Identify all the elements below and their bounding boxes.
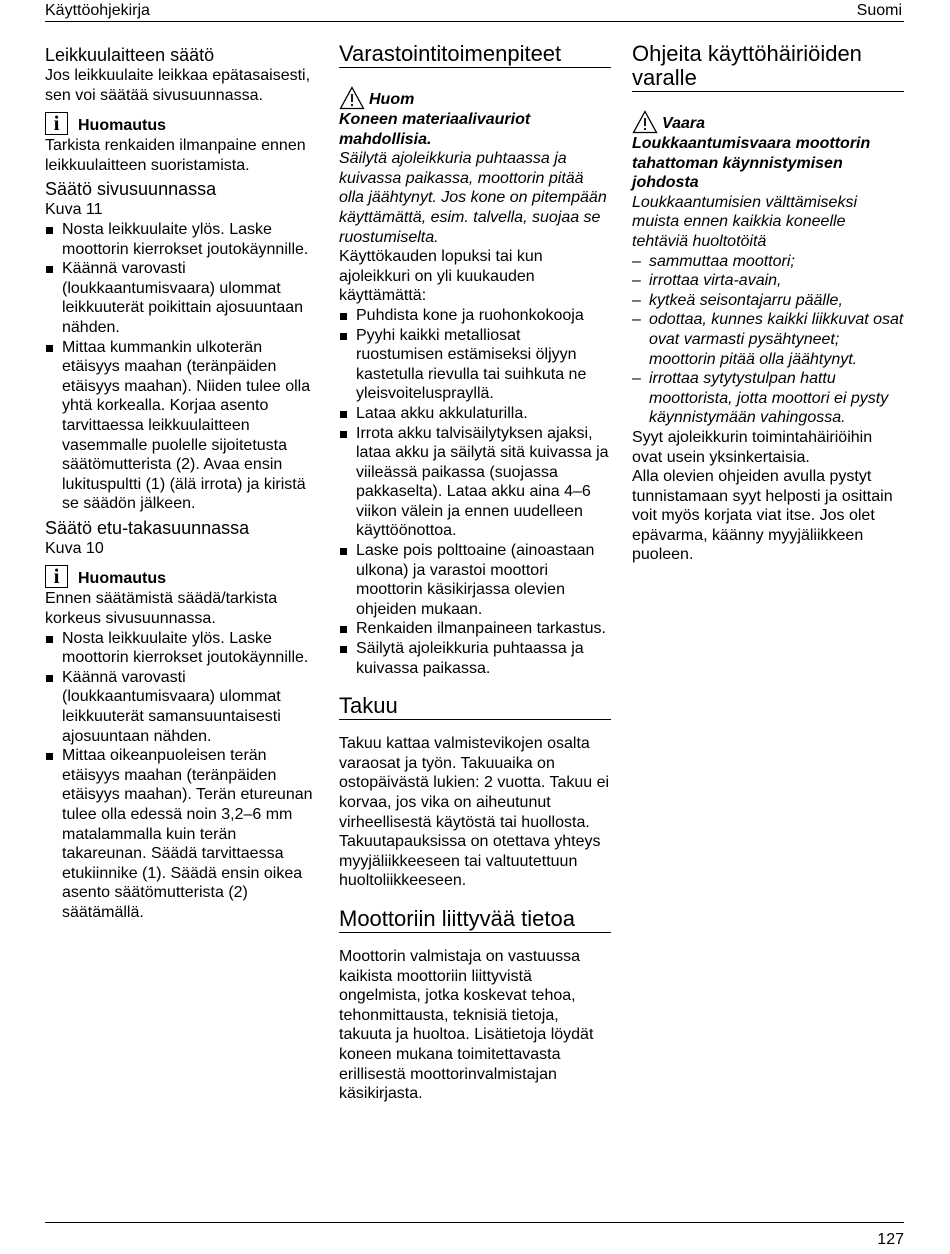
danger-warning bbox=[632, 106, 904, 134]
column-1 bbox=[45, 42, 317, 923]
list-item: Lataa akku akkulaturilla. bbox=[339, 404, 611, 424]
note-1 bbox=[45, 110, 317, 136]
storage-steps-list bbox=[339, 306, 611, 678]
section-title-storage: Varastointitoimenpiteet bbox=[339, 42, 611, 68]
list-item: Pyyhi kaikki metalliosat ruostumisen estämiseksi öljyyn kastetulla rievulla tai suihkuta ne yleisvoitelusprayllä. bbox=[339, 326, 611, 404]
list-item: – irrottaa virta-avain, bbox=[632, 271, 904, 291]
list-item: Säilytä ajoleikkuria puhtaassa ja kuivassa paikassa. bbox=[339, 639, 611, 678]
section-title-warranty: Takuu bbox=[339, 694, 611, 720]
storage-intro: Käyttökauden lopuksi tai kun ajoleikkuri on yli kuukauden käyttämättä: bbox=[339, 248, 543, 305]
storage-warning-title: Koneen materiaalivauriot mahdollisia. bbox=[339, 111, 531, 148]
front-rear-steps-list bbox=[45, 629, 317, 923]
list-item: – irrottaa sytytystulpan hattu moottorista, jotta moottori ei pysty käynnistymään vahingossa. bbox=[632, 369, 904, 428]
warning-triangle-icon bbox=[632, 110, 658, 134]
storage-warning-text: Säilytä ajoleikkuria puhtaassa ja kuivassa paikassa, moottorin pitää olla jäähtynyt. Jos kone on pitempään käyttämättä, esim. talvella, suojaa se ruostumiselta. bbox=[339, 150, 607, 246]
list-item: Käännä varovasti (loukkaantumisvaara) ulommat leikkuuterät poikittain ajosuuntaan nähden. bbox=[45, 259, 317, 337]
list-item: Mittaa oikeanpuoleisen terän etäisyys maahan (teränpäiden etäisyys maahan). Terän etureunan tulee olla edessä noin 3,2–6 mm matalammalla kuin terän takareunan. Säädä tarvittaessa etukiinnike (1). Säädä ensin oikea asento säätömutterista (2) säätämällä. bbox=[45, 746, 317, 922]
list-item: Mittaa kummankin ulkoterän etäisyys maahan (teränpäiden etäisyys maahan). Niiden tulee olla yhtä korkealla. Korjaa asento tarvittaessa leikkuulaitteen vasemmalle puolelle sijoitetusta säätömutterista (2). Avaa ensin lukituspultti (1) (älä irrota) ja kiristä se säädön jälkeen. bbox=[45, 338, 317, 514]
engine-info-text: Moottorin valmistaja on vastuussa kaikista moottoriin liittyvistä ongelmista, jotka koskevat tehoa, tehonmittausta, teknisiä tietoja, takuuta ja huoltoa. Lisätietoja löydät koneen mukana toimitettavasta erillisestä moottorinvalmistajan käsikirjasta. bbox=[339, 947, 594, 1103]
note-2-text: Ennen säätämistä säädä/tarkista korkeus sivusuunnassa. bbox=[45, 590, 278, 628]
list-item: Nosta leikkuulaite ylös. Laske moottorin kierrokset joutokäynnille. bbox=[45, 629, 317, 668]
note-2 bbox=[45, 563, 317, 589]
page-number: 127 bbox=[877, 1231, 904, 1248]
page-header bbox=[45, 0, 904, 22]
list-item: Nosta leikkuulaite ylös. Laske moottorin kierrokset joutokäynnille. bbox=[45, 220, 317, 259]
safety-steps-list bbox=[632, 252, 904, 428]
list-item: – odottaa, kunnes kaikki liikkuvat osat ovat varmasti pysähtyneet; moottorin pitää olla jäähtynyt. bbox=[632, 310, 904, 369]
header-language: Suomi bbox=[856, 2, 902, 19]
list-item: Irrota akku talvisäilytyksen ajaksi, lataa akku ja säilytä sitä kuivassa ja viileässä paikassa (suojassa pakkaselta). Lataa akku aina 4–6 viikon välein ja ennen uudelleen käyttöönottoa. bbox=[339, 424, 611, 542]
lateral-steps-list bbox=[45, 220, 317, 514]
section-title-engine-info: Moottoriin liittyvää tietoa bbox=[339, 907, 611, 933]
column-3 bbox=[632, 42, 904, 565]
footer-rule bbox=[45, 1222, 904, 1223]
header-doc-title: Käyttöohjekirja bbox=[45, 2, 150, 19]
column-2 bbox=[339, 42, 611, 1104]
figure-ref-10: Kuva 10 bbox=[45, 539, 104, 557]
subsection-title-lateral: Säätö sivusuunnassa bbox=[45, 179, 217, 200]
section-title-troubleshooting: Ohjeita käyttöhäiriöiden varalle bbox=[632, 42, 904, 92]
list-item: Puhdista kone ja ruohonkokooja bbox=[339, 306, 611, 326]
warranty-text: Takuu kattaa valmistevikojen osalta varaosat ja työn. Takuuaika on ostopäivästä lukien: 2 vuotta. Takuu ei korvaa, jos vika on aiheutunut virheellisestä käytöstä tai huollosta. Takuutapauksissa on otettava yhteys myyjäliikkeeseen tai valtuutettuun huoltoliikkeeseen. bbox=[339, 735, 610, 890]
figure-ref-11: Kuva 11 bbox=[45, 201, 103, 219]
list-item: – kytkeä seisontajarru päälle, bbox=[632, 291, 904, 311]
danger-warning-label: Vaara bbox=[662, 115, 705, 133]
section-title-cutter-adjustment: Leikkuulaitteen säätö bbox=[45, 45, 215, 65]
list-item: Käännä varovasti (loukkaantumisvaara) ulommat leikkuuterät samansuuntaisesti ajosuuntaan nähden. bbox=[45, 668, 317, 746]
list-item: – sammuttaa moottori; bbox=[632, 252, 904, 272]
troubleshooting-para-1: Syyt ajoleikkurin toimintahäiriöihin ovat usein yksinkertaisia. bbox=[632, 428, 873, 466]
storage-warning bbox=[339, 82, 611, 110]
list-item: Laske pois polttoaine (ainoastaan ulkona) ja varastoi moottori moottorin käsikirjassa olevien ohjeiden mukaan. bbox=[339, 541, 611, 619]
danger-warning-title: Loukkaantumisvaara moottorin tahattoman käynnistymisen johdosta bbox=[632, 135, 871, 192]
storage-warning-label: Huom bbox=[369, 91, 415, 109]
troubleshooting-para-2: Alla olevien ohjeiden avulla pystyt tunnistamaan syyt helposti ja osittain voit myös korjata viat itse. Jos olet epävarma, käänny myyjäliikkeen puoleen. bbox=[632, 468, 893, 564]
warning-triangle-icon bbox=[339, 86, 365, 110]
note-2-label: Huomautus bbox=[78, 570, 166, 588]
cutter-adjustment-intro: Jos leikkuulaite leikkaa epätasaisesti, sen voi säätää sivusuunnassa. bbox=[45, 67, 311, 104]
list-item: Renkaiden ilmanpaineen tarkastus. bbox=[339, 619, 611, 639]
note-1-label: Huomautus bbox=[78, 116, 166, 134]
danger-warning-text: Loukkaantumisien välttämiseksi muista ennen kaikkia koneelle tehtäviä huoltotöitä bbox=[632, 193, 857, 250]
info-icon: i bbox=[45, 112, 68, 135]
subsection-title-front-rear: Säätö etu-takasuunnassa bbox=[45, 517, 250, 538]
info-icon: i bbox=[45, 565, 68, 588]
note-1-text: Tarkista renkaiden ilmanpaine ennen leikkuulaitteen suoristamista. bbox=[45, 137, 306, 174]
